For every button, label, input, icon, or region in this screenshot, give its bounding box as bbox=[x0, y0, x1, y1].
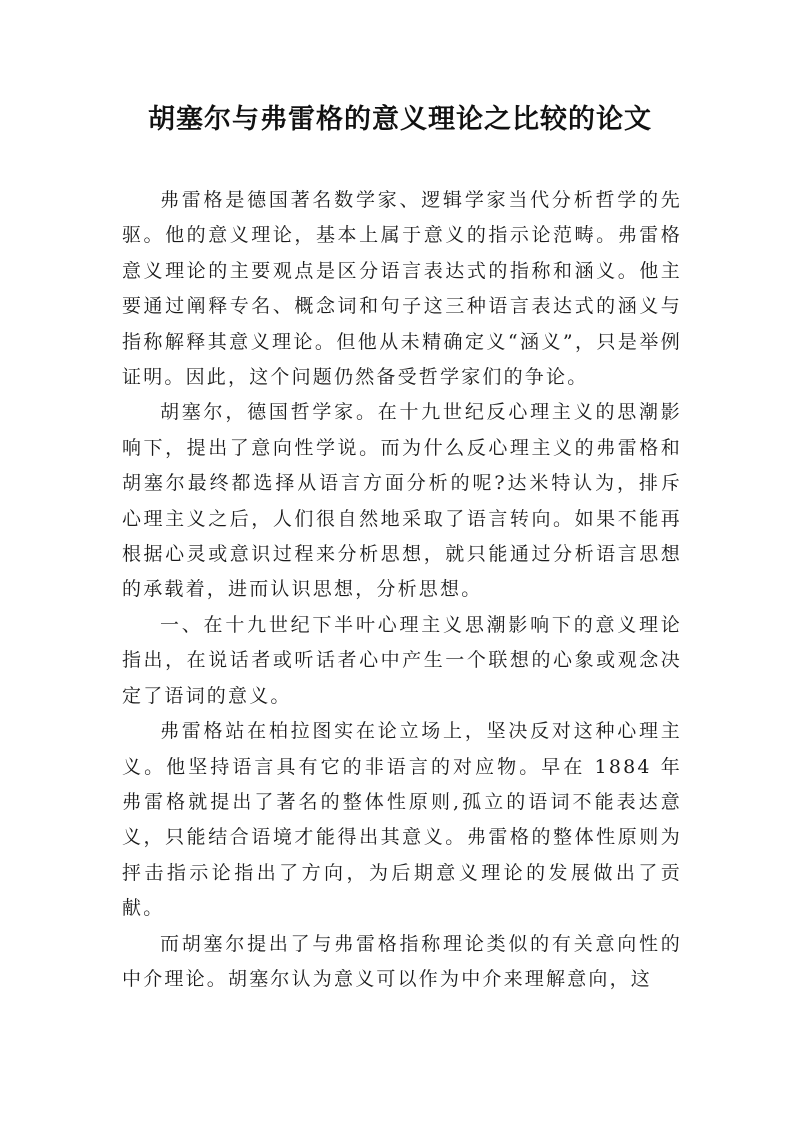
paragraph-4: 弗雷格站在柏拉图实在论立场上，坚决反对这种心理主义。他坚持语言具有它的非语言的对应物。早在 1884 年弗雷格就提出了著名的整体性原则,孤立的语词不能表达意义，只能结合语境才能得出其意义。弗雷格的整体性原则为抨击指示论指出了方向，为后期意义理论的发展做出了贡献。 bbox=[122, 720, 682, 920]
paragraph-5: 而胡塞尔提出了与弗雷格指称理论类似的有关意向性的中介理论。胡塞尔认为意义可以作为中介来理解意向，这 bbox=[122, 932, 682, 990]
document-title: 胡塞尔与弗雷格的意义理论之比较的论文 bbox=[148, 104, 652, 135]
paragraph-2: 胡塞尔，德国哲学家。在十九世纪反心理主义的思潮影响下，提出了意向性学说。而为什么反心理主义的弗雷格和胡塞尔最终都选择从语言方面分析的呢?达米特认为，排斥心理主义之后，人们很自然地采取了语言转向。如果不能再根据心灵或意识过程来分析思想，就只能通过分析语言思想的承载着，进而认识思想，分析思想。 bbox=[122, 401, 682, 601]
paragraph-3: 一、在十九世纪下半叶心理主义思潮影响下的意义理论指出，在说话者或听话者心中产生一个联想的心象或观念决定了语词的意义。 bbox=[122, 613, 682, 707]
paragraph-1: 弗雷格是德国著名数学家、逻辑学家当代分析哲学的先驱。他的意义理论，基本上属于意义的指示论范畴。弗雷格意义理论的主要观点是区分语言表达式的指称和涵义。他主要通过阐释专名、概念词和句子这三种语言表达式的涵义与指称解释其意义理论。但他从未精确定义“涵义”，只是举例证明。因此，这个问题仍然备受哲学家们的争论。 bbox=[122, 189, 682, 389]
document-body bbox=[122, 183, 682, 997]
